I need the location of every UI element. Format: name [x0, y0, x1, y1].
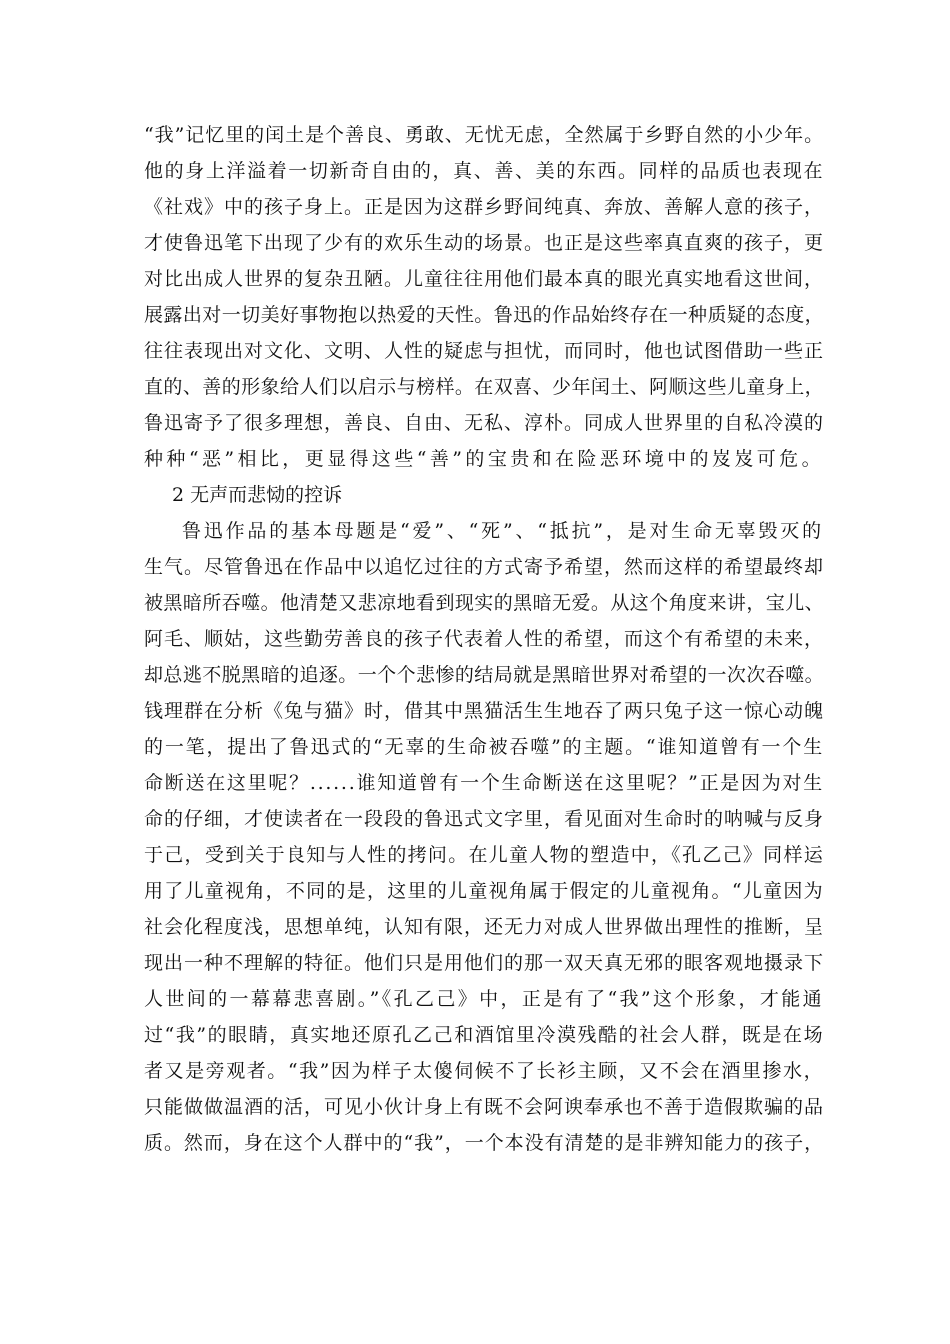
text-line: 生气。尽管鲁迅在作品中以追忆过往的方式寄予希望，然而这样的希望最终却: [144, 556, 825, 578]
text-line: 的一笔，提出了鲁迅式的“无辜的生命被吞噬”的主题。“谁知道曾有一个生: [144, 736, 825, 758]
text-line: 只能做做温酒的活，可见小伙计身上有既不会阿谀奉承也不善于造假欺骗的品: [144, 1096, 825, 1118]
text-line: 却总逃不脱黑暗的追逐。一个个悲惨的结局就是黑暗世界对希望的一次次吞噬。: [144, 664, 825, 686]
text-line: “我”记忆里的闰土是个善良、勇敢、无忧无虑，全然属于乡野自然的小少年。: [144, 124, 825, 146]
text-line: 种种“恶”相比，更显得这些“善”的宝贵和在险恶环境中的岌岌可危。: [144, 448, 824, 470]
text-line: 直的、善的形象给人们以启示与榜样。在双喜、少年闰土、阿顺这些儿童身上，: [144, 376, 825, 398]
section-heading: 2 无声而悲恸的控诉: [172, 484, 343, 506]
text-line: 《社戏》中的孩子身上。正是因为这群乡野间纯真、奔放、善解人意的孩子，: [144, 196, 825, 218]
text-line: 阿毛、顺姑，这些勤劳善良的孩子代表着人性的希望，而这个有希望的未来，: [144, 628, 825, 650]
text-line: 用了儿童视角，不同的是，这里的儿童视角属于假定的儿童视角。“儿童因为: [144, 880, 824, 902]
text-line: 才使鲁迅笔下出现了少有的欢乐生动的场景。也正是这些率真直爽的孩子，更: [144, 232, 825, 254]
body-text: [144, 117, 824, 1161]
text-line: 命的仔细，才使读者在一段段的鲁迅式文字里，看见面对生命时的呐喊与反身: [144, 808, 825, 830]
text-line: 被黑暗所吞噬。他清楚又悲凉地看到现实的黑暗无爱。从这个角度来讲，宝儿、: [144, 592, 825, 614]
text-line: 者又是旁观者。“我”因为样子太傻伺候不了长衫主顾，又不会在酒里掺水，: [144, 1060, 825, 1082]
text-line: 过“我”的眼睛，真实地还原孔乙己和酒馆里冷漠残酷的社会人群，既是在场: [144, 1024, 825, 1046]
text-line: 鲁迅作品的基本母题是“爱”、“死”、“抵抗”，是对生命无辜毁灭的: [182, 520, 824, 542]
text-line: 对比出成人世界的复杂丑陋。儿童往往用他们最本真的眼光真实地看这世间，: [144, 268, 825, 290]
text-line: 他的身上洋溢着一切新奇自由的，真、善、美的东西。同样的品质也表现在: [144, 160, 825, 182]
text-line: 鲁迅寄予了很多理想，善良、自由、无私、淳朴。同成人世界里的自私冷漠的: [144, 412, 825, 434]
text-line: 质。然而，身在这个人群中的“我”，一个本没有清楚的是非辨知能力的孩子，: [144, 1132, 825, 1154]
text-line: 钱理群在分析《兔与猫》时，借其中黑猫活生生地吞了两只兔子这一惊心动魄: [144, 700, 825, 722]
text-line: 展露出对一切美好事物抱以热爱的天性。鲁迅的作品始终存在一种质疑的态度，: [144, 304, 825, 326]
text-line: 人世间的一幕幕悲喜剧。”《孔乙己》中，正是有了“我”这个形象，才能通: [144, 988, 825, 1010]
text-line: 往往表现出对文化、文明、人性的疑虑与担忧，而同时，他也试图借助一些正: [144, 340, 825, 362]
text-line: 社会化程度浅，思想单纯，认知有限，还无力对成人世界做出理性的推断，呈: [144, 916, 825, 938]
text-line: 于己，受到关于良知与人性的拷问。在儿童人物的塑造中，《孔乙己》同样运: [144, 844, 825, 866]
text-line: 现出一种不理解的特征。他们只是用他们的那一双天真无邪的眼客观地摄录下: [144, 952, 825, 974]
text-line: 命断送在这里呢？......谁知道曾有一个生命断送在这里呢？”正是因为对生: [144, 772, 824, 794]
